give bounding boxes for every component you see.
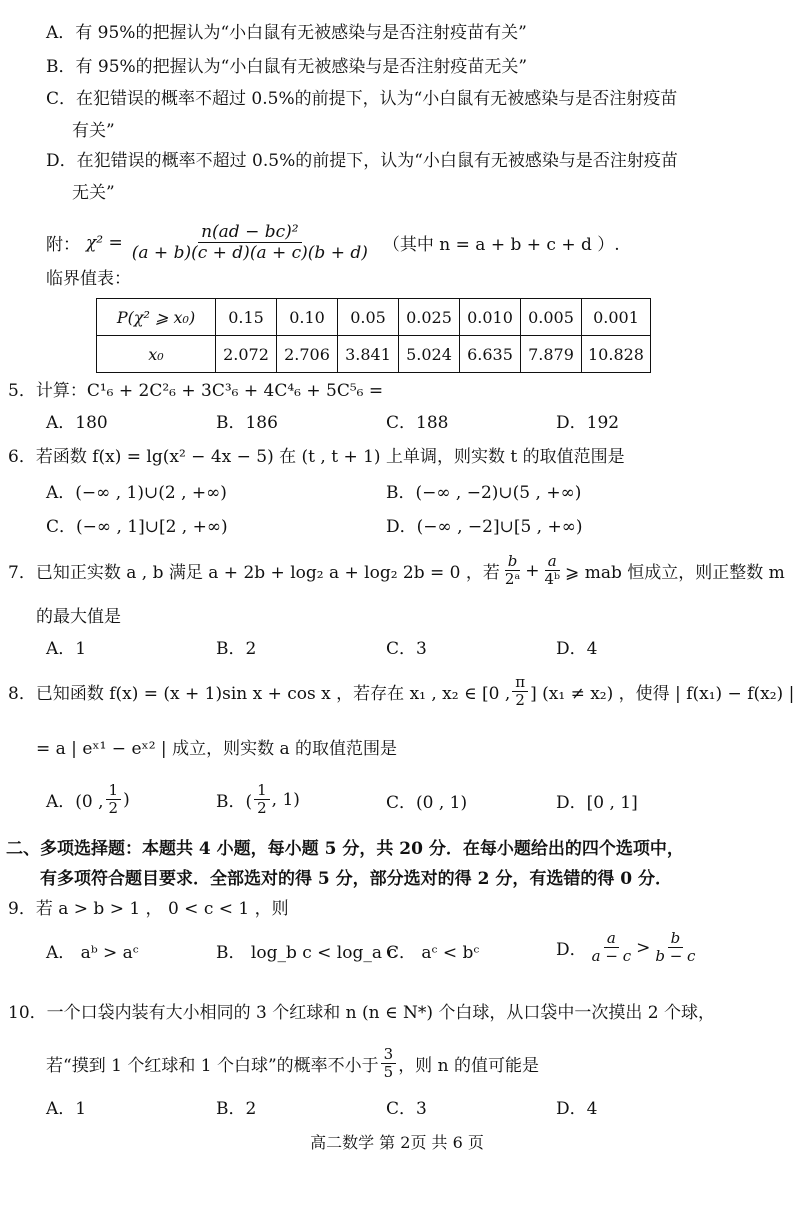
q4-option-b: B．有 95%的把握认为“小白鼠有无被感染与是否注射疫苗无关” [46, 57, 528, 77]
table-cell: 0.025 [399, 299, 460, 336]
appendix-formula [46, 222, 620, 263]
table-cell: 2.072 [216, 336, 277, 373]
crit-table-title: 临界值表： [46, 269, 131, 289]
q6-option-c: C．(−∞ , 1]∪[2 , +∞) [46, 517, 228, 537]
q9-d1-num: a [604, 930, 619, 948]
q7-option-b: B．2 [216, 639, 257, 659]
q7-stem [8, 553, 785, 588]
q9-d-fraction-2 [652, 930, 698, 965]
q8-stem-part2: ] (x₁ ≠ x₂) ，使得 | f(x₁) − f(x₂) | [530, 684, 794, 704]
q8-b-pre: B．( [216, 792, 253, 812]
q7-option-c: C．3 [386, 639, 427, 659]
formula-lhs: χ² = [86, 232, 123, 253]
appendix-label: 附： [46, 235, 80, 255]
q8-a-fraction [106, 782, 122, 817]
q8-b-post: , 1) [271, 789, 300, 810]
table-cell: 0.010 [460, 299, 521, 336]
chi-square-fraction [129, 222, 371, 263]
q7-stem-part1: 7．已知正实数 a , b 满足 a + 2b + log₂ a + log₂ 2b = 0 ，若 [8, 563, 500, 583]
q7-frac1-den: 2ᵃ [504, 570, 521, 588]
q4-option-d-line1: D．在犯错误的概率不超过 0.5%的前提下，认为“小白鼠有无被感染与是否注射疫苗 [46, 151, 678, 171]
q7-frac2-num: a [545, 553, 560, 571]
q10-option-d: D．4 [556, 1099, 598, 1119]
q10-frac-num: 3 [381, 1046, 397, 1064]
q8-b-den: 2 [257, 799, 267, 817]
q9-d1-den: a − c [591, 947, 632, 965]
q8-option-c: C．(0 , 1) [386, 793, 468, 813]
q4-option-c-line1: C．在犯错误的概率不超过 0.5%的前提下，认为“小白鼠有无被感染与是否注射疫苗 [46, 89, 678, 109]
table-head-x: x₀ [97, 336, 216, 373]
q10-option-a: A．1 [46, 1099, 87, 1119]
q9-option-c: C． aᶜ < bᶜ [386, 943, 480, 963]
q9-d-fraction-1 [589, 930, 634, 965]
q9-option-b: B． log_b c < log_a c [216, 943, 397, 963]
q7-frac1-num: b [505, 553, 521, 571]
q7-fraction-2 [542, 553, 564, 588]
q8-a-post: ) [123, 789, 130, 810]
q10-fraction [381, 1046, 397, 1081]
q8-a-num: 1 [106, 782, 122, 800]
formula-denominator: (a + b)(c + d)(a + c)(b + d) [131, 243, 368, 263]
table-cell: 5.024 [399, 336, 460, 373]
q8-b-num: 1 [254, 782, 270, 800]
table-cell: 0.10 [277, 299, 338, 336]
q10-frac-den: 5 [383, 1063, 394, 1081]
q7-stem-part2: ⩾ mab 恒成立，则正整数 m [565, 563, 785, 583]
table-cell: 0.001 [582, 299, 651, 336]
table-cell: 7.879 [521, 336, 582, 373]
q4-option-c-line2: 有关” [72, 121, 115, 141]
formula-note: （其中 n = a + b + c + d ）. [382, 235, 620, 255]
q5-option-c: C．188 [386, 413, 449, 433]
q8-frac-num: π [512, 674, 528, 692]
q5-option-a: A．180 [46, 413, 108, 433]
page-footer: 高二数学 第 2页 共 6 页 [310, 1133, 484, 1152]
q8-option-d: D．[0 , 1] [556, 793, 638, 813]
table-cell: 0.005 [521, 299, 582, 336]
formula-numerator: n(ad − bc)² [198, 222, 302, 243]
q6-option-b: B．(−∞ , −2)∪(5 , +∞) [386, 483, 582, 503]
q5-option-b: B．186 [216, 413, 278, 433]
q8-b-fraction [254, 782, 270, 817]
table-cell: 10.828 [582, 336, 651, 373]
table-cell: 2.706 [277, 336, 338, 373]
q9-option-d [556, 930, 700, 965]
q10-option-c: C．3 [386, 1099, 427, 1119]
q8-a-pre: A．(0 , [46, 792, 104, 812]
q7-fraction-1 [502, 553, 523, 588]
table-head-p: P(χ² ⩾ x₀) [97, 299, 216, 336]
q8-stem [8, 674, 794, 709]
q5-stem: 5．计算：C¹₆ + 2C²₆ + 3C³₆ + 4C⁴₆ + 5C⁵₆ = [8, 381, 384, 401]
q8-a-den: 2 [108, 799, 119, 817]
q7-plus: + [525, 560, 540, 581]
table-cell: 3.841 [338, 336, 399, 373]
q9-stem: 9．若 a > b > 1 ， 0 < c < 1 ，则 [8, 899, 289, 919]
q7-stem-part3: 的最大值是 [36, 607, 121, 627]
table-row [97, 336, 651, 373]
table-cell: 0.15 [216, 299, 277, 336]
q9-d2-num: b [668, 930, 684, 948]
table-cell: 0.05 [338, 299, 399, 336]
q9-d-pre: D． [556, 940, 587, 960]
critical-value-table [96, 298, 651, 373]
q8-frac-den: 2 [515, 691, 525, 709]
q8-option-a [46, 782, 130, 817]
q9-d2-den: b − c [655, 947, 696, 965]
q9-option-a: A． aᵇ > aᶜ [46, 943, 139, 963]
q6-stem: 6．若函数 f(x) = lg(x² − 4x − 5) 在 (t , t + 1) 上单调，则实数 t 的取值范围是 [8, 447, 625, 467]
section2-heading-line1: 二、多项选择题：本题共 4 小题，每小题 5 分，共 20 分．在每小题给出的四个选项中， [6, 839, 684, 859]
section2-heading-line2: 有多项符合题目要求．全部选对的得 5 分，部分选对的得 2 分，有选错的得 0 分． [40, 869, 672, 889]
table-row [97, 299, 651, 336]
q10-stem-part2: 若“摸到 1 个红球和 1 个白球”的概率不小于 [46, 1056, 379, 1076]
q8-stem-part1: 8．已知函数 f(x) = (x + 1)sin x + cos x ，若存在 x₁ , x₂ ∈ [0 , [8, 684, 511, 704]
q6-option-d: D．(−∞ , −2]∪[5 , +∞) [386, 517, 583, 537]
q7-option-d: D．4 [556, 639, 598, 659]
q8-pi-fraction [512, 674, 528, 709]
q10-stem-part1: 10．一个口袋内装有大小相同的 3 个红球和 n (n ∈ N*) 个白球，从口袋中一次摸出 2 个球， [8, 1003, 716, 1023]
q10-stem-part3: ，则 n 的值可能是 [398, 1056, 539, 1076]
q8-option-b [216, 782, 300, 817]
q5-option-d: D．192 [556, 413, 620, 433]
q7-option-a: A．1 [46, 639, 87, 659]
q7-frac2-den: 4ᵇ [544, 570, 561, 588]
q10-stem-line2 [46, 1046, 539, 1081]
q4-option-d-line2: 无关” [72, 183, 115, 203]
q4-option-a: A．有 95%的把握认为“小白鼠有无被感染与是否注射疫苗有关” [46, 23, 527, 43]
q10-option-b: B．2 [216, 1099, 257, 1119]
table-cell: 6.635 [460, 336, 521, 373]
q6-option-a: A．(−∞ , 1)∪(2 , +∞) [46, 483, 227, 503]
q8-stem-part3: = a | eˣ¹ − eˣ² | 成立，则实数 a 的取值范围是 [36, 739, 398, 759]
q9-d-mid: > [636, 937, 651, 958]
